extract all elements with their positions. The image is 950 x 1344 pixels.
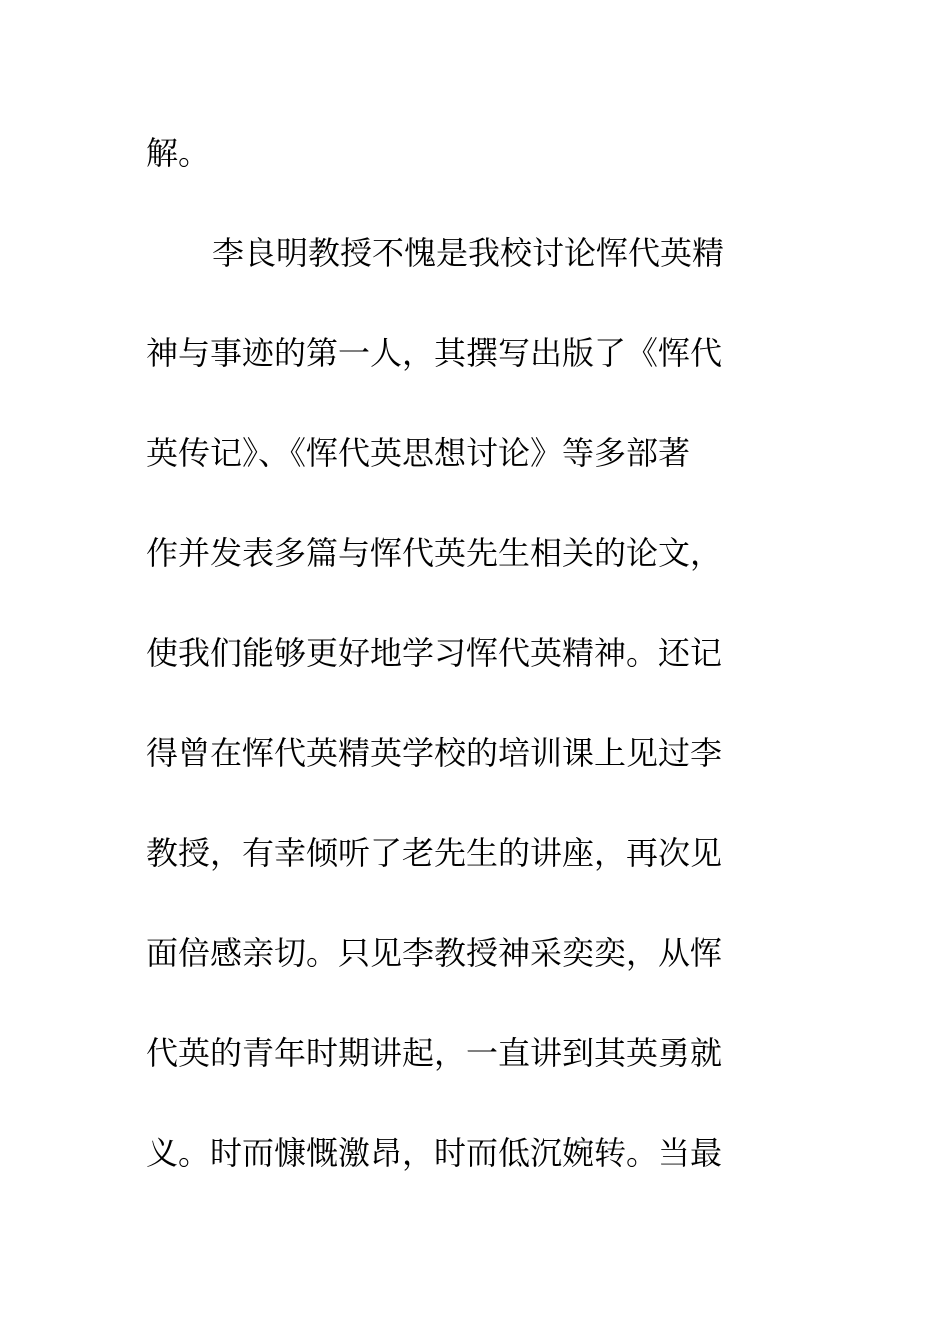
text-line-5: 作并发表多篇与恽代英先生相关的论文， [146, 534, 723, 572]
text-line-4: 英传记》、《恽代英思想讨论》等多部著 [146, 434, 691, 472]
text-line-9: 面倍感亲切。只见李教授神采奕奕，从恽 [146, 934, 723, 972]
text-line-11: 义。时而慷慨激昂，时而低沉婉转。当最 [146, 1134, 723, 1172]
text-line-1: 解。 [146, 134, 211, 172]
text-line-7: 得曾在恽代英精英学校的培训课上见过李 [146, 734, 723, 772]
text-line-10: 代英的青年时期讲起，一直讲到其英勇就 [146, 1034, 723, 1072]
text-line-3: 神与事迹的第一人，其撰写出版了《恽代 [146, 334, 723, 372]
text-line-6: 使我们能够更好地学习恽代英精神。还记 [146, 634, 723, 672]
paragraph-first-line: 李良明教授不愧是我校讨论恽代英精 [212, 234, 725, 272]
text-line-8: 教授，有幸倾听了老先生的讲座，再次见 [146, 834, 723, 872]
